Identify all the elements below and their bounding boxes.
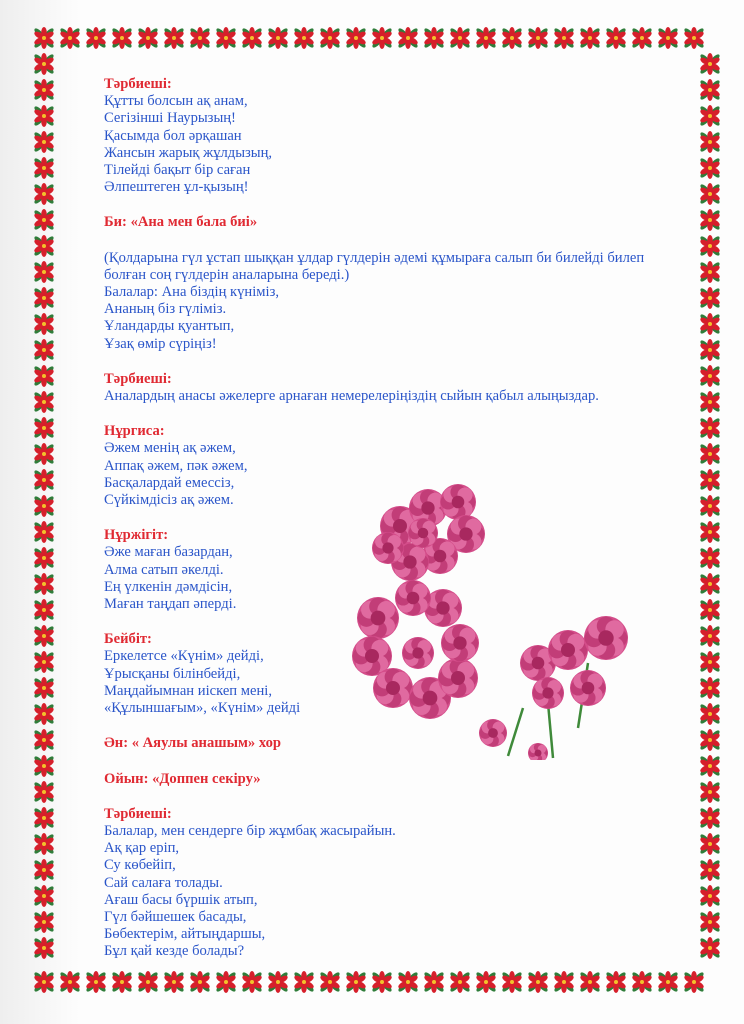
poinsettia-icon — [137, 27, 159, 49]
poinsettia-icon — [33, 971, 55, 993]
section-heading: Нұржігіт: — [104, 527, 169, 544]
carnation-icon — [402, 637, 434, 669]
carnation-icon — [373, 668, 413, 708]
text-line: Аппақ әжем, пәк әжем, — [104, 457, 248, 474]
text-line: Ұландарды қуантып, — [104, 318, 235, 335]
poinsettia-icon — [683, 971, 705, 993]
text-line: Қасымда бол әрқашан — [104, 127, 242, 144]
poinsettia-icon — [293, 971, 315, 993]
text-line: Басқалардай емессіз, — [104, 474, 235, 491]
poinsettia-icon — [475, 971, 497, 993]
section-dance — [104, 214, 704, 231]
poinsettia-icon — [33, 53, 55, 75]
poinsettia-icon — [501, 971, 523, 993]
carnation-icon — [408, 518, 438, 548]
poinsettia-icon — [111, 27, 133, 49]
poinsettia-icon — [33, 443, 55, 465]
text-line: Сегізінші Наурызың! — [104, 110, 236, 127]
text-line: Ең үлкенін дәмдісін, — [104, 578, 233, 595]
poinsettia-icon — [33, 209, 55, 231]
poinsettia-icon — [319, 971, 341, 993]
poinsettia-icon — [371, 971, 393, 993]
poinsettia-icon — [579, 27, 601, 49]
poinsettia-icon — [345, 27, 367, 49]
poinsettia-icon — [683, 27, 705, 49]
poinsettia-icon — [33, 651, 55, 673]
poinsettia-icon — [33, 781, 55, 803]
poinsettia-icon — [33, 27, 55, 49]
poinsettia-icon — [397, 27, 419, 49]
poinsettia-icon — [33, 703, 55, 725]
poinsettia-icon — [33, 911, 55, 933]
poinsettia-icon — [33, 183, 55, 205]
section-heading: Тәрбиеші: — [104, 370, 172, 387]
section-game — [104, 771, 704, 788]
carnation-icon — [372, 532, 404, 564]
poinsettia-icon — [449, 971, 471, 993]
carnation-icon — [395, 580, 431, 616]
section-dance-description — [104, 250, 704, 353]
poinsettia-icon — [267, 27, 289, 49]
carnation-icon — [441, 624, 479, 662]
carnation-icon — [548, 630, 588, 670]
poinsettia-icon — [33, 807, 55, 829]
text-line: Еркелетсе «Күнім» дейді, — [104, 648, 264, 665]
poinsettia-icon — [33, 131, 55, 153]
poinsettia-icon — [267, 971, 289, 993]
poinsettia-icon — [631, 971, 653, 993]
poinsettia-icon — [33, 521, 55, 543]
poinsettia-icon — [189, 27, 211, 49]
text-line: Әжем менің ақ әжем, — [104, 440, 236, 457]
poinsettia-icon — [345, 971, 367, 993]
poinsettia-icon — [33, 365, 55, 387]
poinsettia-icon — [33, 573, 55, 595]
poinsettia-icon — [579, 971, 601, 993]
poinsettia-icon — [33, 547, 55, 569]
poinsettia-icon — [33, 677, 55, 699]
poinsettia-icon — [605, 27, 627, 49]
poinsettia-icon — [85, 27, 107, 49]
text-line: Ұрысқаны білінбейді, — [104, 665, 241, 682]
poinsettia-icon — [423, 27, 445, 49]
carnation-icon — [532, 677, 564, 709]
text-line: Алма сатып әкелді. — [104, 561, 224, 578]
text-line: Ақ қар еріп, — [104, 840, 180, 857]
poinsettia-icon — [553, 27, 575, 49]
stage-direction: (Қолдарына гүл ұстап шыққан ұлдар гүлдерін әдемі құмыраға салып би билейді билеп болған соң гүлдерін аналарына береді.) — [104, 249, 645, 283]
poinsettia-icon — [293, 27, 315, 49]
text-line: Балалар: Ана біздің күніміз, — [104, 284, 279, 301]
section-heading: Ән: « Аяулы анашым» хор — [104, 735, 281, 752]
poinsettia-icon — [527, 971, 549, 993]
poinsettia-icon — [111, 971, 133, 993]
section-heading: Би: «Ана мен бала биі» — [104, 214, 258, 231]
text-line: Сүйкімдісіз ақ әжем. — [104, 492, 234, 509]
poinsettia-icon — [215, 971, 237, 993]
text-line: Ұзақ өмір сүріңіз! — [104, 335, 217, 352]
poinsettia-icon — [215, 27, 237, 49]
text-line: Әже маған базардан, — [104, 544, 233, 561]
poinsettia-icon — [33, 417, 55, 439]
text-line: Ағаш басы бүршік атып, — [104, 891, 258, 908]
poinsettia-icon — [33, 729, 55, 751]
text-line: Гүл бәйшешек басады, — [104, 908, 247, 925]
poinsettia-icon — [33, 105, 55, 127]
poinsettia-icon — [33, 469, 55, 491]
poinsettia-icon — [59, 27, 81, 49]
text-line: Жансын жарық жұлдызың, — [104, 144, 273, 161]
text-line: Әлпештеген ұл-қызың! — [104, 179, 249, 196]
poinsettia-icon — [33, 755, 55, 777]
poinsettia-icon — [33, 599, 55, 621]
poinsettia-icon — [33, 625, 55, 647]
poinsettia-icon — [527, 27, 549, 49]
text-line: Сай салаға толады. — [104, 874, 223, 891]
poinsettia-icon — [657, 27, 679, 49]
section-teacher-1 — [104, 76, 704, 196]
poinsettia-icon — [33, 391, 55, 413]
poinsettia-icon — [475, 27, 497, 49]
poinsettia-icon — [371, 27, 393, 49]
poinsettia-icon — [33, 859, 55, 881]
poinsettia-icon — [33, 833, 55, 855]
carnation-icon — [528, 743, 548, 760]
poinsettia-icon — [423, 971, 445, 993]
text-line: Бөбектерім, айтыңдаршы, — [104, 926, 266, 943]
text-line: Тілейді бақыт бір саған — [104, 162, 251, 179]
text-line: Маған таңдап әперді. — [104, 596, 237, 613]
carnation-icon — [440, 484, 476, 520]
text-line: Аналардың анасы әжелерге арнаған немерелеріңіздің сыйын қабыл алыңыздар. — [104, 388, 599, 405]
section-heading: Нұргиса: — [104, 423, 165, 440]
poinsettia-icon — [501, 27, 523, 49]
poinsettia-icon — [33, 313, 55, 335]
poinsettia-icon — [33, 79, 55, 101]
poinsettia-icon — [605, 971, 627, 993]
text-line: Су көбейіп, — [104, 857, 176, 874]
poinsettia-icon — [163, 971, 185, 993]
text-line: Ананың біз гүліміз. — [104, 301, 227, 318]
text-line: Маңдайымнан иіскеп мені, — [104, 682, 272, 699]
text-line: Құтты болсын ақ анам, — [104, 93, 248, 110]
text-line: Бұл қай кезде болады? — [104, 943, 245, 960]
poinsettia-icon — [33, 495, 55, 517]
poinsettia-icon — [33, 287, 55, 309]
section-heading: Тәрбиеші: — [104, 76, 172, 92]
carnation-icon — [438, 658, 478, 698]
text-line: «Құлыншағым», «Күнім» дейді — [104, 700, 301, 717]
poinsettia-icon — [449, 27, 471, 49]
stem — [508, 708, 523, 756]
poinsettia-icon — [33, 937, 55, 959]
poinsettia-icon — [553, 971, 575, 993]
carnation-icon — [479, 719, 507, 747]
poinsettia-icon — [163, 27, 185, 49]
carnation-icon — [584, 616, 628, 660]
poinsettia-icon — [59, 971, 81, 993]
poinsettia-icon — [657, 971, 679, 993]
section-heading: Бейбіт: — [104, 631, 152, 648]
stem — [548, 703, 553, 758]
section-teacher-3 — [104, 806, 704, 961]
poinsettia-icon — [241, 971, 263, 993]
text-line: Балалар, мен сендерге бір жұмбақ жасырайын. — [104, 822, 396, 839]
poinsettia-icon — [631, 27, 653, 49]
carnation-icon — [570, 670, 606, 706]
poinsettia-icon — [319, 27, 341, 49]
carnation-icon — [357, 597, 399, 639]
flower-number-eight-icon — [348, 478, 640, 760]
poinsettia-icon — [137, 971, 159, 993]
poinsettia-icon — [33, 235, 55, 257]
section-teacher-2 — [104, 371, 704, 405]
poinsettia-icon — [397, 971, 419, 993]
poinsettia-icon — [699, 53, 721, 75]
poinsettia-icon — [33, 157, 55, 179]
poinsettia-icon — [85, 971, 107, 993]
poinsettia-icon — [33, 885, 55, 907]
poinsettia-icon — [189, 971, 211, 993]
poinsettia-icon — [241, 27, 263, 49]
section-heading: Тәрбиеші: — [104, 805, 172, 822]
section-heading: Ойын: «Доппен секіру» — [104, 770, 261, 787]
poinsettia-icon — [33, 261, 55, 283]
poinsettia-icon — [33, 339, 55, 361]
